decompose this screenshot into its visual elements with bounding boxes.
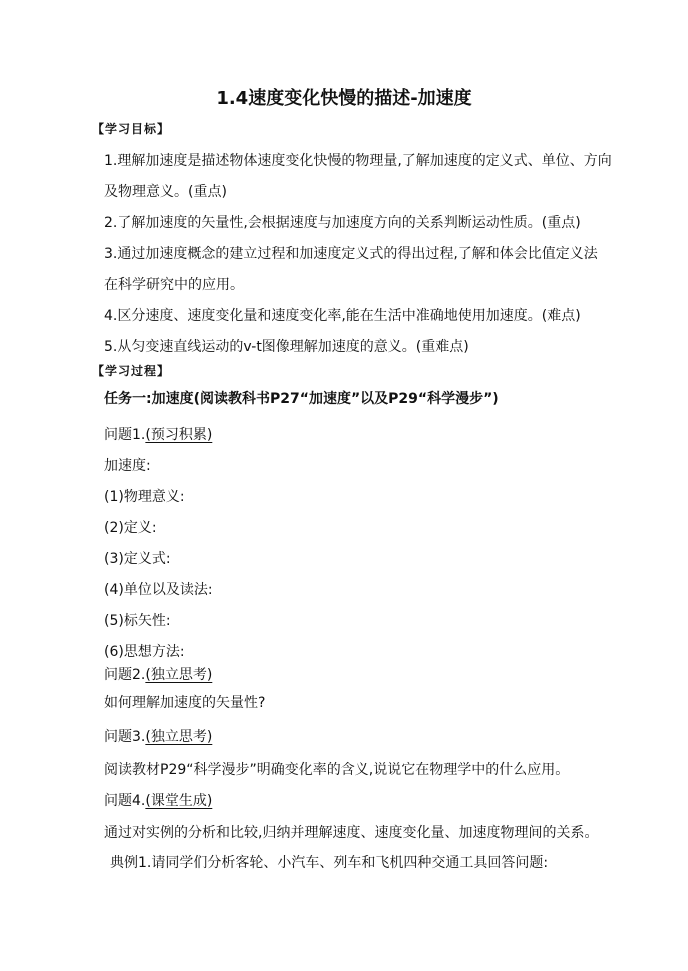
goal-item-2: 2.了解加速度的矢量性,会根据速度与加速度方向的关系判断运动性质。(重点) <box>104 215 581 231</box>
question-1-tag: (预习积累) <box>145 427 213 443</box>
question-4-prefix: 问题4. <box>104 793 146 809</box>
goal-item-1-cont: 及物理意义。(重点) <box>104 184 227 200</box>
question-2-tag: (独立思考) <box>145 667 213 683</box>
goal-item-5: 5.从匀变速直线运动的v-t图像理解加速度的意义。(重难点) <box>104 339 469 355</box>
page-title: 1.4速度变化快慢的描述-加速度 <box>216 88 472 109</box>
question-1-prefix: 问题1. <box>104 427 146 443</box>
field-formula: (3)定义式: <box>104 551 171 567</box>
question-3-tag: (独立思考) <box>145 729 213 745</box>
goals-header: 【学习目标】 <box>92 122 171 136</box>
acceleration-label: 加速度: <box>104 458 151 474</box>
field-definition: (2)定义: <box>104 520 157 536</box>
example-1: 典例1.请同学们分析客轮、小汽车、列车和飞机四种交通工具回答问题: <box>110 855 549 871</box>
question-3 <box>104 728 212 746</box>
process-header: 【学习过程】 <box>92 364 171 378</box>
question-3-text: 阅读教材P29“科学漫步”明确变化率的含义,说说它在物理学中的什么应用。 <box>104 762 570 778</box>
question-1 <box>104 426 212 444</box>
question-4 <box>104 792 212 810</box>
field-physical-meaning: (1)物理意义: <box>104 489 185 505</box>
question-2-prefix: 问题2. <box>104 667 146 683</box>
field-vector-scalar: (5)标矢性: <box>104 613 171 629</box>
question-2-text: 如何理解加速度的矢量性? <box>104 695 266 711</box>
question-4-text: 通过对实例的分析和比较,归纳并理解速度、速度变化量、加速度物理间的关系。 <box>104 825 599 841</box>
field-unit: (4)单位以及读法: <box>104 582 213 598</box>
goal-item-3: 3.通过加速度概念的建立过程和加速度定义式的得出过程,了解和体会比值定义法 <box>104 246 598 262</box>
question-2 <box>104 666 212 684</box>
question-4-tag: (课堂生成) <box>145 793 213 809</box>
goal-item-1: 1.理解加速度是描述物体速度变化快慢的物理量,了解加速度的定义式、单位、方向 <box>104 153 612 169</box>
question-3-prefix: 问题3. <box>104 729 146 745</box>
task-1-heading: 任务一:加速度(阅读教科书P27“加速度”以及P29“科学漫步”) <box>104 391 499 407</box>
field-method: (6)思想方法: <box>104 644 185 660</box>
goal-item-3-cont: 在科学研究中的应用。 <box>104 277 244 293</box>
goal-item-4: 4.区分速度、速度变化量和速度变化率,能在生活中准确地使用加速度。(难点) <box>104 308 581 324</box>
